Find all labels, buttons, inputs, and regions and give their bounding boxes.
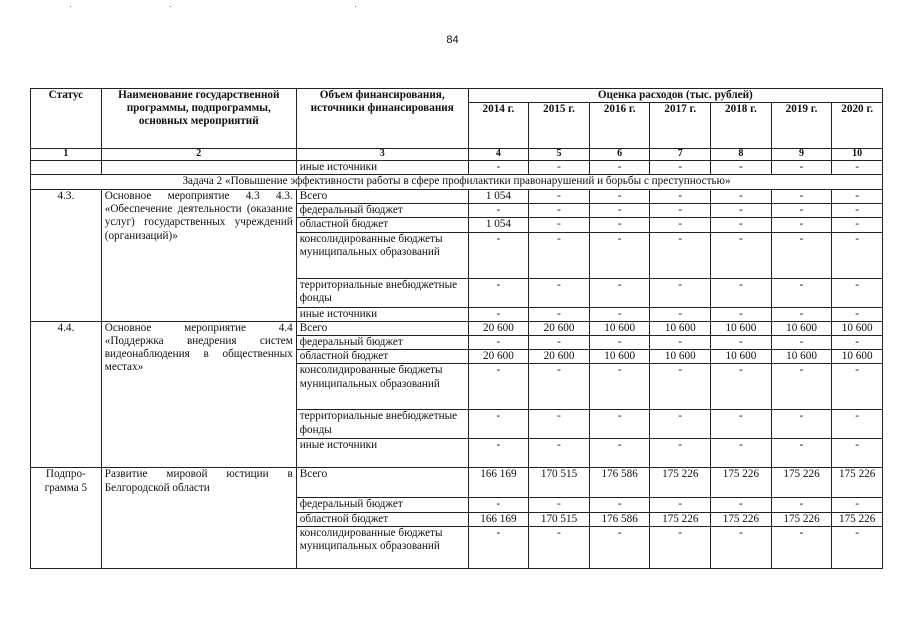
column-number: 7 (650, 149, 711, 161)
value-cell: - (529, 218, 590, 232)
value-cell: - (650, 364, 711, 410)
value-cell: - (711, 278, 772, 307)
value-cell: - (468, 278, 529, 307)
value-cell: - (650, 498, 711, 512)
value-cell: - (832, 336, 883, 350)
value-cell: - (529, 232, 590, 278)
status-cell: 4.3. (31, 189, 102, 321)
column-number: 5 (529, 149, 590, 161)
funding-source: Всего (296, 468, 468, 498)
header-expenses: Оценка расходов (тыс. рублей) (468, 89, 882, 103)
page-number: 84 (446, 34, 459, 46)
value-cell: - (529, 498, 590, 512)
value-cell: - (589, 439, 650, 468)
value-cell: 20 600 (468, 321, 529, 335)
value-cell: - (529, 204, 590, 218)
header-year: 2018 г. (711, 103, 772, 149)
funding-source: областной бюджет (296, 512, 468, 526)
value-cell: - (832, 218, 883, 232)
value-cell: 170 515 (529, 468, 590, 498)
value-cell: - (529, 336, 590, 350)
value-cell: - (650, 204, 711, 218)
value-cell: - (650, 160, 711, 174)
header-year: 2020 г. (832, 103, 883, 149)
value-cell: - (529, 189, 590, 203)
value-cell: - (771, 278, 832, 307)
value-cell: - (468, 364, 529, 410)
value-cell: - (468, 439, 529, 468)
value-cell: 20 600 (529, 321, 590, 335)
value-cell: 10 600 (771, 350, 832, 364)
value-cell: - (529, 439, 590, 468)
header-year: 2016 г. (589, 103, 650, 149)
value-cell: - (771, 160, 832, 174)
funding-source: областной бюджет (296, 218, 468, 232)
value-cell: - (771, 336, 832, 350)
value-cell: - (468, 160, 529, 174)
value-cell: 10 600 (771, 321, 832, 335)
value-cell: - (832, 498, 883, 512)
value-cell: - (711, 336, 772, 350)
value-cell: - (468, 232, 529, 278)
value-cell: - (711, 526, 772, 568)
value-cell: 10 600 (589, 321, 650, 335)
funding-source: федеральный бюджет (296, 498, 468, 512)
status-cell: Подпро-грамма 5 (31, 468, 102, 568)
value-cell: - (711, 364, 772, 410)
value-cell: - (711, 232, 772, 278)
header-year: 2017 г. (650, 103, 711, 149)
funding-source: Всего (296, 321, 468, 335)
table-row (31, 189, 883, 203)
activity-name: Развитие мировой юстиции в Белгородской области (101, 468, 296, 568)
value-cell: 175 226 (832, 468, 883, 498)
value-cell: - (832, 160, 883, 174)
name-cell (101, 160, 296, 174)
value-cell: - (468, 410, 529, 439)
value-cell: - (832, 232, 883, 278)
value-cell: 176 586 (589, 468, 650, 498)
value-cell: - (771, 232, 832, 278)
value-cell: - (832, 410, 883, 439)
value-cell: - (589, 204, 650, 218)
scan-specks (0, 6, 905, 10)
value-cell: - (771, 307, 832, 321)
value-cell: 10 600 (832, 321, 883, 335)
column-number: 1 (31, 149, 102, 161)
funding-source: федеральный бюджет (296, 336, 468, 350)
header-year: 2019 г. (771, 103, 832, 149)
value-cell: - (650, 336, 711, 350)
value-cell: - (650, 232, 711, 278)
value-cell: - (832, 439, 883, 468)
value-cell: - (468, 307, 529, 321)
value-cell: - (711, 204, 772, 218)
value-cell: - (832, 364, 883, 410)
value-cell: 1 054 (468, 189, 529, 203)
value-cell: - (711, 189, 772, 203)
funding-source: консолидированные бюджеты муниципальных образований (296, 364, 468, 410)
value-cell: - (589, 278, 650, 307)
value-cell: - (529, 526, 590, 568)
funding-source: консолидированные бюджеты муниципальных образований (296, 232, 468, 278)
value-cell: 10 600 (711, 321, 772, 335)
value-cell: - (650, 189, 711, 203)
value-cell: - (771, 439, 832, 468)
value-cell: - (589, 526, 650, 568)
value-cell: - (771, 204, 832, 218)
funding-source: территориальные внебюджетные фонды (296, 278, 468, 307)
value-cell: - (529, 410, 590, 439)
funding-source: областной бюджет (296, 350, 468, 364)
header-funding: Объем финансирования, источники финансирования (296, 89, 468, 149)
value-cell: - (650, 278, 711, 307)
status-cell: 4.4. (31, 321, 102, 468)
value-cell: 20 600 (529, 350, 590, 364)
funding-source: иные источники (296, 307, 468, 321)
column-number: 10 (832, 149, 883, 161)
value-cell: - (529, 160, 590, 174)
value-cell: - (832, 307, 883, 321)
column-number: 9 (771, 149, 832, 161)
value-cell: - (650, 439, 711, 468)
value-cell: - (711, 410, 772, 439)
table-row (31, 468, 883, 498)
value-cell: - (589, 160, 650, 174)
value-cell: - (650, 410, 711, 439)
task-title: Задача 2 «Повышение эффективности работы в сфере профилактики правонарушений и борьбы с преступностью» (31, 174, 883, 189)
value-cell: - (711, 160, 772, 174)
value-cell: - (589, 232, 650, 278)
header-status: Статус (31, 89, 102, 149)
value-cell: - (468, 204, 529, 218)
funding-source: иные источники (296, 160, 468, 174)
table-row (31, 321, 883, 335)
value-cell: - (771, 364, 832, 410)
value-cell: 166 169 (468, 512, 529, 526)
value-cell: 175 226 (650, 468, 711, 498)
value-cell: - (771, 189, 832, 203)
value-cell: 10 600 (650, 321, 711, 335)
funding-source: территориальные внебюджетные фонды (296, 410, 468, 439)
value-cell: - (589, 336, 650, 350)
value-cell: 1 054 (468, 218, 529, 232)
header-year: 2015 г. (529, 103, 590, 149)
value-cell: - (468, 336, 529, 350)
value-cell: 175 226 (771, 468, 832, 498)
budget-table (30, 88, 883, 569)
value-cell: - (589, 498, 650, 512)
status-cell (31, 160, 102, 174)
value-cell: - (771, 498, 832, 512)
value-cell: - (771, 526, 832, 568)
column-number: 8 (711, 149, 772, 161)
value-cell: 175 226 (650, 512, 711, 526)
value-cell: - (468, 526, 529, 568)
value-cell: - (832, 278, 883, 307)
value-cell: - (589, 189, 650, 203)
value-cell: 175 226 (832, 512, 883, 526)
table-row (31, 160, 883, 174)
value-cell: - (650, 526, 711, 568)
value-cell: 175 226 (771, 512, 832, 526)
value-cell: - (711, 439, 772, 468)
column-number: 3 (296, 149, 468, 161)
funding-source: иные источники (296, 439, 468, 468)
funding-source: консолидированные бюджеты муниципальных образований (296, 526, 468, 568)
activity-name: Основное мероприятие 4.4 «Поддержка внедрения систем видеонаблюдения в общественных местах» (101, 321, 296, 468)
value-cell: - (529, 278, 590, 307)
value-cell: 170 515 (529, 512, 590, 526)
value-cell: - (589, 218, 650, 232)
value-cell: - (650, 218, 711, 232)
value-cell: - (589, 410, 650, 439)
value-cell: 166 169 (468, 468, 529, 498)
column-numbers-row (31, 149, 883, 161)
value-cell: - (468, 498, 529, 512)
value-cell: 10 600 (589, 350, 650, 364)
value-cell: - (771, 410, 832, 439)
value-cell: 10 600 (650, 350, 711, 364)
value-cell: - (832, 189, 883, 203)
funding-source: Всего (296, 189, 468, 203)
value-cell: - (832, 526, 883, 568)
value-cell: - (529, 307, 590, 321)
column-number: 2 (101, 149, 296, 161)
value-cell: - (711, 307, 772, 321)
task-row (31, 174, 883, 189)
column-number: 6 (589, 149, 650, 161)
header-name: Наименование государственной программы, подпрограммы, основных мероприятий (101, 89, 296, 149)
value-cell: 175 226 (711, 468, 772, 498)
value-cell: - (589, 364, 650, 410)
value-cell: - (832, 204, 883, 218)
value-cell: 20 600 (468, 350, 529, 364)
value-cell: - (711, 498, 772, 512)
value-cell: 10 600 (711, 350, 772, 364)
value-cell: - (771, 218, 832, 232)
value-cell: 175 226 (711, 512, 772, 526)
value-cell: 176 586 (589, 512, 650, 526)
header-year: 2014 г. (468, 103, 529, 149)
value-cell: - (529, 364, 590, 410)
value-cell: - (589, 307, 650, 321)
value-cell: - (650, 307, 711, 321)
activity-name: Основное мероприятие 4.3 4.3. «Обеспечение деятельности (оказание услуг) государственных учреждений (организаций)» (101, 189, 296, 321)
column-number: 4 (468, 149, 529, 161)
funding-source: федеральный бюджет (296, 204, 468, 218)
value-cell: - (711, 218, 772, 232)
value-cell: 10 600 (832, 350, 883, 364)
